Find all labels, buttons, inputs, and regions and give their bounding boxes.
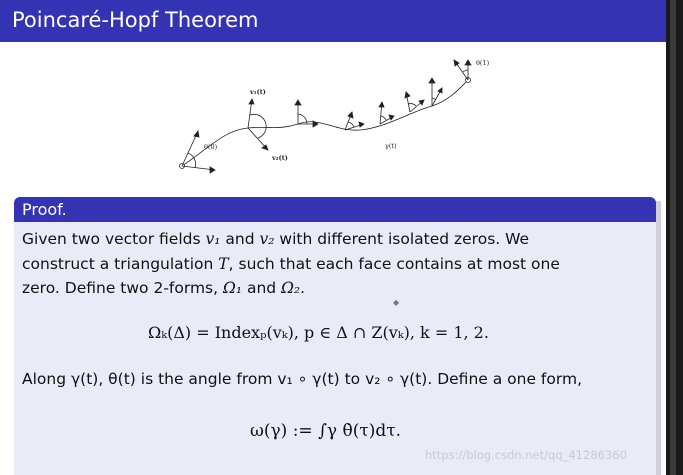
index-equation: Ωₖ(Δ) = Indexₚ(vₖ), p ∈ Δ ∩ Z(vₖ), k = 1, 2. (148, 323, 489, 342)
vector-field-figure (170, 52, 510, 174)
text-fragment: , such that each face contains at most one (228, 255, 560, 273)
v1-symbol: v₁ (205, 230, 221, 248)
proof-heading: Proof. (14, 197, 656, 222)
v1-label: v₁(t) (250, 88, 266, 96)
proof-line-1 (22, 230, 529, 248)
slide-title: Poincaré-Hopf Theorem (0, 0, 666, 42)
proof-line-4: Along γ(t), θ(t) is the angle from v₁ ∘ γ(t) to v₂ ∘ γ(t). Define a one form, (22, 370, 582, 388)
proof-line-2 (22, 255, 560, 273)
v2-symbol: v₂ (259, 230, 275, 248)
omega2-symbol: Ω₂ (281, 279, 301, 297)
text-fragment: and (242, 279, 282, 297)
theta0-label: θ(0) (204, 143, 218, 151)
theta1-label: θ(1) (476, 59, 490, 67)
text-fragment: construct a triangulation (22, 255, 219, 273)
text-fragment: with different isolated zeros. We (274, 230, 530, 248)
omega1-symbol: Ω₁ (222, 279, 243, 297)
text-fragment: and (220, 230, 260, 248)
gamma-curve (182, 80, 468, 166)
text-fragment: zero. Define two 2-forms, (22, 279, 223, 297)
text-fragment: . (300, 279, 306, 297)
block-shadow (656, 201, 661, 475)
omega-equation: ω(γ) := ∫γ θ̇(τ)dτ. (250, 421, 402, 441)
text-fragment: Given two vector fields (22, 230, 206, 248)
scrollbar[interactable] (670, 0, 676, 475)
watermark: https://blog.csdn.net/qq_41286360 (425, 448, 627, 462)
window-edge (666, 0, 683, 475)
mouse-cursor: ◆ (393, 298, 400, 307)
v2-label: v₂(t) (272, 154, 288, 162)
T-symbol: T (218, 255, 229, 273)
proof-line-3 (22, 279, 305, 297)
gamma-label: γ(t) (385, 142, 397, 150)
